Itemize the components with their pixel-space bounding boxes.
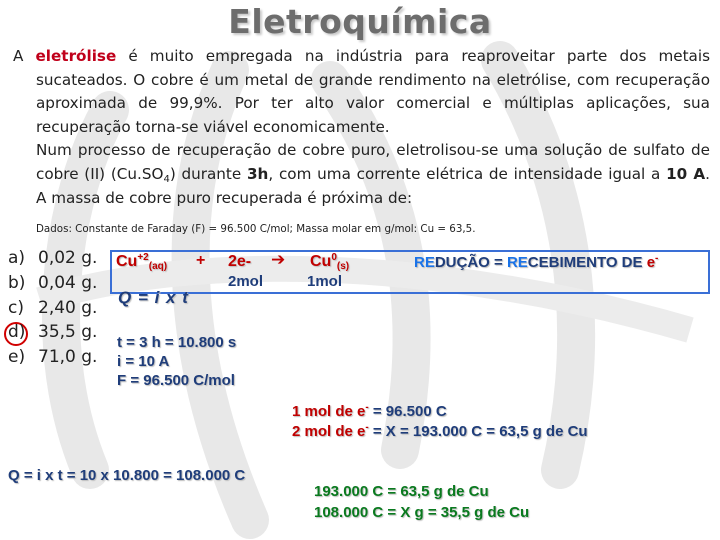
final-line-2: 108.000 C = X g = 35,5 g de Cu [314, 504, 530, 521]
option-letter: a) [8, 248, 26, 268]
reduction-text: DUÇÃO = [434, 254, 507, 271]
charge-calculation: Q = i x t = 10 x 10.800 = 108.000 C [8, 467, 246, 484]
time-line: t = 3 h = 10.800 s [117, 334, 237, 351]
current-value: 10 A [666, 164, 706, 183]
plus-sign: + [196, 252, 206, 269]
paragraph-intro [13, 45, 710, 139]
option-d[interactable] [8, 320, 97, 345]
copper-ion [116, 253, 167, 271]
copper-metal-state: (s) [336, 261, 350, 272]
mol-relation [292, 402, 588, 442]
option-b[interactable] [8, 271, 97, 296]
option-letter: e) [8, 347, 26, 368]
option-value: 0,04 g. [38, 272, 98, 293]
sulfate-subscript: 4 [163, 173, 170, 185]
final-line-1: 193.000 C = 63,5 g de Cu [314, 483, 489, 500]
reduction-mnemonic [414, 254, 658, 271]
faraday-line: F = 96.500 C/mol [117, 372, 235, 389]
option-letter: c) [8, 297, 24, 318]
paragraph-problem [13, 139, 710, 210]
question-text [13, 45, 710, 210]
data-lines [117, 333, 236, 390]
copper-metal-symbol: Cu [310, 253, 332, 270]
problem-text-2: ) durante [169, 164, 247, 183]
problem-text-3: , com uma corrente elétrica de intensidade igual a [268, 164, 667, 183]
problem-text-4: . A massa de cobre puro recuperada é próxima de: [36, 164, 710, 207]
reduction-re-2: RE [506, 254, 528, 271]
option-letter: d) [8, 322, 26, 343]
mol-line-1 [292, 402, 588, 422]
electrons: 2e- [228, 253, 252, 270]
final-calculation [314, 481, 529, 523]
option-value: 71,0 g. [38, 347, 98, 368]
option-value: 35,5 g. [38, 322, 98, 343]
intro-text-start: A [13, 47, 36, 65]
reduction-re-1: RE [414, 254, 435, 271]
reduction-text-2: CEBIMENTO DE [527, 254, 647, 271]
reaction-arrow-icon: ➔ [271, 250, 286, 270]
option-letter: b) [8, 272, 26, 293]
intro-text-rest: é muito empregada na indústria para reaproveitar parte dos metais sucateados. O cobre é um metal de grande rendimento na eletrólise, com recuperação aproximada de 99,9%. Por ter alto valor comercial e múltiplas aplicações, sua recuperação torna-se viável economicamente. [36, 47, 710, 136]
copper-mol: 1mol [307, 273, 343, 290]
mol-line-2-charge: - [365, 422, 369, 433]
time-value: 3h [246, 164, 269, 183]
option-c[interactable] [8, 296, 97, 321]
mol-line-2-right: = X = 193.000 C = 63,5 g de Cu [368, 423, 588, 440]
keyword-eletrolise: eletrólise [35, 47, 117, 65]
copper-ion-state: (aq) [148, 261, 168, 272]
copper-metal [310, 253, 349, 271]
option-e[interactable] [8, 345, 97, 370]
reduction-electron-charge: - [655, 253, 659, 264]
reduction-electron: e [646, 254, 656, 271]
copper-ion-charge: +2 [137, 252, 149, 263]
mol-line-2-left: 2 mol de e [292, 423, 366, 440]
given-data: Dados: Constante de Faraday (F) = 96.500 C/mol; Massa molar em g/mol: Cu = 63,5. [36, 223, 476, 235]
copper-metal-charge: 0 [331, 252, 337, 263]
answer-options [8, 246, 97, 370]
problem-text-1: Num processo de recuperação de cobre puro, eletrolisou-se uma solução de sulfato de cobre (II) (Cu.SO [36, 141, 710, 183]
option-a[interactable] [8, 246, 97, 271]
mol-line-1-right: = 96.500 C [368, 403, 447, 420]
mol-line-1-charge: - [365, 402, 369, 413]
option-value: 2,40 g. [38, 297, 98, 318]
option-value: 0,02 g. [38, 248, 98, 268]
charge-formula: Q = i x t [118, 288, 189, 307]
mol-line-2 [292, 422, 588, 442]
page-title: Eletroquímica [228, 2, 492, 41]
electrons-mol: 2mol [228, 273, 264, 290]
copper-ion-symbol: Cu [116, 253, 138, 270]
mol-line-1-left: 1 mol de e [292, 403, 366, 420]
current-line: i = 10 A [117, 353, 170, 370]
